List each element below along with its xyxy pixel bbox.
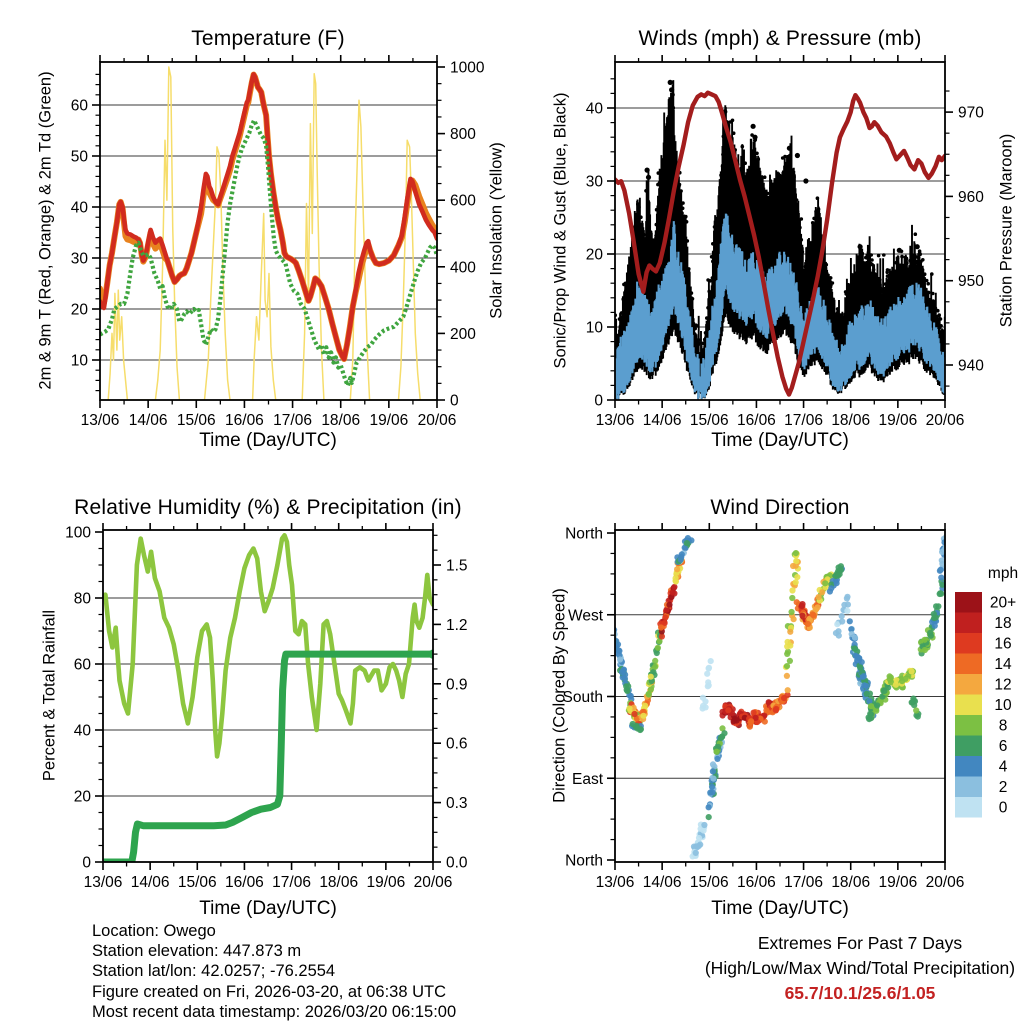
- y-tick-label-right: 0.0: [446, 854, 468, 872]
- y-tick-label: 10: [70, 352, 88, 370]
- wind-direction-dot: [787, 629, 793, 635]
- wind-direction-dot: [624, 687, 630, 693]
- y-tick-label: 0: [82, 854, 91, 872]
- relative-humidity-line: [103, 535, 433, 756]
- colorbar-label: 2: [998, 778, 1008, 796]
- wind-direction-dot: [655, 645, 661, 651]
- wind-direction-dot: [693, 850, 699, 856]
- wind-direction-dot: [931, 615, 937, 621]
- y-tick-label-right: 940: [958, 357, 984, 375]
- gust-dot: [926, 282, 930, 286]
- wind-direction-dot: [811, 612, 817, 618]
- wind-direction-dot: [787, 658, 793, 664]
- x-tick-label: 14/06: [130, 874, 170, 891]
- wind-direction-dot: [785, 687, 791, 693]
- yaxis-label-wind-left: Sonic/Prop Wind & Gust (Blue, Black): [551, 92, 570, 369]
- wind-direction-dot: [937, 590, 943, 596]
- x-tick-label: 17/06: [784, 412, 823, 429]
- footer-created: Figure created on Fri, 2026-03-20, at 06:38 UTC: [92, 983, 447, 1001]
- y-tick-label: 80: [73, 590, 91, 608]
- wind-direction-dot: [922, 637, 928, 643]
- yaxis-label-pressure-right: Station Pressure (Maroon): [997, 133, 1016, 328]
- title-temperature: Temperature (F): [191, 27, 345, 50]
- wind-direction-dot: [710, 776, 716, 782]
- x-tick-label: 19/06: [878, 874, 918, 891]
- wind-direction-dot: [652, 658, 658, 664]
- colorbar-label: 4: [998, 758, 1008, 776]
- wind-direction-dot: [719, 734, 725, 740]
- footer-latlon: Station lat/lon: 42.0257; -76.2554: [92, 962, 336, 980]
- wind-direction-dot: [899, 678, 905, 684]
- x-tick-label: 15/06: [689, 412, 729, 429]
- axis-box: [103, 530, 433, 862]
- wind-direction-dot: [701, 827, 707, 833]
- x-tick-label: 20/06: [413, 874, 453, 891]
- wind-direction-dot: [708, 658, 714, 664]
- title-wind-direction: Wind Direction: [710, 496, 850, 519]
- wind-direction-dot: [637, 727, 643, 733]
- y-tick-label-right: 1000: [450, 59, 485, 77]
- wind-direction-dot: [861, 673, 867, 679]
- y-tick-label-right: 0.3: [446, 795, 468, 813]
- y-tick-label-right: 970: [958, 104, 984, 122]
- wind-direction-dot: [805, 621, 811, 627]
- wind-direction-dot: [849, 631, 855, 637]
- y-tick-label: 0: [594, 392, 603, 410]
- wind-direction-dot: [670, 590, 676, 596]
- wind-direction-dot: [789, 609, 795, 615]
- wind-direction-dot: [893, 682, 899, 688]
- wind-direction-dot: [867, 711, 873, 717]
- footer-timestamp: Most recent data timestamp: 2026/03/20 06:15:00: [92, 1003, 457, 1021]
- y-tick-label: 20: [585, 246, 603, 264]
- wind-direction-dot: [781, 695, 787, 701]
- wind-direction-dot: [671, 584, 677, 590]
- gust-dot: [831, 281, 835, 285]
- colorbar-label: 14: [994, 655, 1012, 673]
- wind-direction-dot: [909, 668, 915, 674]
- wind-direction-dot: [874, 702, 880, 708]
- footer-location: Location: Owego: [92, 922, 216, 940]
- extremes-subtitle: (High/Low/Max Wind/Total Precipitation): [704, 958, 1016, 978]
- wind-direction-dot: [709, 784, 715, 790]
- x-tick-label: 15/06: [177, 874, 217, 891]
- extremes-title: Extremes For Past 7 Days: [757, 933, 963, 953]
- gust-outlier-dot: [670, 105, 675, 110]
- gust-outlier-dot: [858, 244, 863, 249]
- wind-direction-dot: [773, 707, 779, 713]
- x-tick-label: 16/06: [225, 874, 264, 891]
- x-tick-label: 19/06: [366, 874, 406, 891]
- gust-dot: [914, 232, 918, 236]
- x-tick-label: 14/06: [642, 412, 682, 429]
- winds-series: [613, 80, 948, 399]
- wind-direction-dot: [909, 699, 915, 705]
- wind-direction-dot: [654, 650, 660, 656]
- gust-outlier-dot: [751, 124, 756, 129]
- y-tick-label-right: 600: [450, 192, 476, 210]
- temperature-plot: [71, 55, 485, 429]
- wind-direction-dot: [913, 707, 919, 713]
- wind-direction-dot: [714, 749, 720, 755]
- colorbar-cell: [955, 797, 982, 818]
- gust-outlier-dot: [668, 80, 673, 85]
- x-tick-label: 13/06: [595, 874, 635, 891]
- y-tick-label: North: [565, 852, 603, 870]
- wind-direction-dot: [835, 628, 841, 634]
- wind-direction-dot: [714, 756, 720, 762]
- wind-direction-dot: [785, 639, 791, 645]
- colorbar-label: 16: [994, 635, 1012, 653]
- wind-direction-dot: [704, 671, 710, 677]
- y-tick-label: 20: [70, 301, 88, 319]
- wind-direction-dot: [674, 566, 680, 572]
- wind-direction-dot: [847, 618, 853, 624]
- extremes-values: 65.7/10.1/25.6/1.05: [784, 983, 936, 1003]
- wind-direction-dot: [616, 648, 622, 654]
- gust-outlier-dot: [787, 146, 792, 151]
- wind-direction-dot: [640, 713, 646, 719]
- colorbar-cell: [955, 654, 982, 675]
- y-tick-label-right: 1.5: [446, 557, 468, 575]
- wind-direction-dot: [648, 674, 654, 680]
- wind-direction-dot: [794, 599, 800, 605]
- y-tick-label: 30: [585, 173, 603, 191]
- wind-direction-dot: [706, 682, 712, 688]
- colorbar-label: 0: [998, 799, 1008, 817]
- wind-direction-dot: [706, 804, 712, 810]
- wind-direction-dot: [799, 613, 805, 619]
- yaxis-label-solar-right: Solar Insolation (Yellow): [487, 142, 506, 319]
- humidity-precip-plot: [65, 523, 468, 891]
- wind-direction-dot: [844, 608, 850, 614]
- gust-dot: [877, 254, 881, 258]
- wind-direction-dot: [933, 603, 939, 609]
- y-tick-label-right: 1.2: [446, 616, 468, 634]
- colorbar-cell: [955, 756, 982, 777]
- gust-outlier-dot: [803, 178, 808, 183]
- wind-direction-dot: [873, 708, 879, 714]
- colorbar-cell: [955, 695, 982, 716]
- colorbar-cell: [955, 777, 982, 798]
- wind-direction-dot: [819, 589, 825, 595]
- wind-direction-dot: [822, 580, 828, 586]
- wind-direction-dot: [845, 602, 851, 608]
- wind-direction-dot: [658, 624, 664, 630]
- xaxis-label-temperature: Time (Day/UTC): [199, 430, 337, 451]
- yaxis-label-humidity-left: Percent & Total Rainfall: [40, 609, 59, 782]
- wind-direction-dot: [881, 688, 887, 694]
- gust-outlier-dot: [915, 244, 920, 249]
- wind-direction-dot: [652, 664, 658, 670]
- gust-outlier-dot: [667, 116, 672, 121]
- wind-direction-dot: [834, 580, 840, 586]
- wind-direction-dot: [939, 557, 945, 563]
- wind-direction-dot: [793, 550, 799, 556]
- y-tick-label: 40: [73, 722, 91, 740]
- wind-direction-dot: [710, 768, 716, 774]
- wind-direction-dot: [864, 691, 870, 697]
- gust-outlier-dot: [664, 131, 669, 136]
- wind-direction-dot: [828, 585, 834, 591]
- colorbar-label: 20+: [989, 594, 1017, 612]
- y-tick-label-right: 800: [450, 126, 476, 144]
- x-tick-label: 15/06: [176, 412, 216, 429]
- x-tick-label: 13/06: [80, 412, 120, 429]
- y-tick-label: 10: [585, 319, 603, 337]
- x-tick-label: 13/06: [83, 874, 123, 891]
- wind-direction-dot: [844, 594, 850, 600]
- wind-direction-dot: [703, 704, 709, 710]
- x-tick-label: 16/06: [737, 412, 776, 429]
- y-tick-label: 60: [70, 97, 88, 115]
- y-tick-label-right: 0: [450, 392, 459, 410]
- wind-direction-dot: [673, 575, 679, 581]
- wind-direction-dot: [684, 540, 690, 546]
- title-winds-pressure: Winds (mph) & Pressure (mb): [638, 27, 922, 50]
- wind-direction-dot: [835, 573, 841, 579]
- x-tick-label: 18/06: [831, 874, 871, 891]
- wind-direction-dot: [815, 604, 821, 610]
- wind-direction-dot: [646, 691, 652, 697]
- colorbar-label: 8: [998, 717, 1008, 735]
- wind-direction-dot: [763, 707, 769, 713]
- y-tick-label: 40: [70, 199, 88, 217]
- xaxis-label-humidity: Time (Day/UTC): [199, 898, 337, 919]
- colorbar-cell: [955, 633, 982, 654]
- y-tick-label: 50: [70, 148, 88, 166]
- wind-direction-dot: [630, 721, 636, 727]
- wind-direction-dot: [793, 579, 799, 585]
- y-tick-label: 100: [65, 524, 91, 542]
- y-tick-label-right: 0.9: [446, 676, 468, 694]
- y-tick-label: South: [562, 689, 603, 707]
- wind-direction-dot: [863, 683, 869, 689]
- temp-2m-line: [100, 74, 437, 359]
- y-tick-label-right: 960: [958, 188, 984, 206]
- wind-direction-dot: [706, 814, 712, 820]
- x-tick-label: 18/06: [831, 412, 871, 429]
- y-tick-label: North: [565, 525, 603, 543]
- xaxis-label-wind-direction: Time (Day/UTC): [711, 898, 849, 919]
- x-tick-label: 16/06: [225, 412, 264, 429]
- wind-direction-dot: [732, 716, 738, 722]
- x-tick-label: 18/06: [321, 412, 361, 429]
- y-tick-label: 60: [73, 656, 91, 674]
- y-tick-label-right: 950: [958, 273, 984, 291]
- wind-direction-dot: [852, 646, 858, 652]
- x-tick-label: 17/06: [784, 874, 823, 891]
- wind-direction-dot: [915, 714, 921, 720]
- y-tick-label: 40: [585, 100, 603, 118]
- x-tick-label: 15/06: [689, 874, 729, 891]
- wind-direction-plot: [562, 523, 964, 891]
- wind-direction-dot: [609, 629, 615, 635]
- x-tick-label: 13/06: [595, 412, 635, 429]
- wind-direction-dot: [938, 575, 944, 581]
- wind-direction-dot: [784, 663, 790, 669]
- wind-direction-dot: [839, 618, 845, 624]
- temperature-series: [100, 67, 437, 400]
- y-tick-label: 20: [73, 788, 91, 806]
- gust-outlier-dot: [669, 87, 674, 92]
- wind-direction-dot: [693, 843, 699, 849]
- colorbar-cell: [955, 715, 982, 736]
- wind-direction-dot: [791, 616, 797, 622]
- colorbar-label: 12: [994, 676, 1012, 694]
- wind-direction-dot: [751, 710, 757, 716]
- x-tick-label: 18/06: [319, 874, 359, 891]
- x-tick-label: 19/06: [369, 412, 409, 429]
- wind-direction-dot: [747, 724, 753, 730]
- colorbar-cell: [955, 674, 982, 695]
- wind-direction-dot: [859, 659, 865, 665]
- wind-direction-dot: [785, 649, 791, 655]
- wind-direction-dot: [611, 627, 617, 633]
- yaxis-label-temperature-left: 2m & 9m T (Red, Orange) & 2m Td (Green): [36, 71, 55, 390]
- x-tick-label: 20/06: [417, 412, 457, 429]
- colorbar-cell: [955, 613, 982, 634]
- wind-direction-dot: [666, 602, 672, 608]
- colorbar-cell: [955, 736, 982, 757]
- wind-direction-dot: [839, 613, 845, 619]
- x-tick-label: 16/06: [737, 874, 776, 891]
- x-tick-label: 14/06: [642, 874, 682, 891]
- winds-pressure-plot: [586, 55, 984, 429]
- colorbar-label: 10: [994, 696, 1012, 714]
- wind-direction-dot: [789, 587, 795, 593]
- gust-outlier-dot: [645, 168, 650, 173]
- gust-dot: [882, 253, 886, 257]
- colorbar-cell: [955, 592, 982, 613]
- x-tick-label: 17/06: [273, 412, 312, 429]
- wind-direction-dot: [709, 790, 715, 796]
- wind-direction-dot: [922, 647, 928, 653]
- wind-direction-dot: [631, 711, 637, 717]
- y-tick-label-right: 0.6: [446, 735, 468, 753]
- y-tick-label: 30: [70, 250, 88, 268]
- wind-direction-dot: [706, 665, 712, 671]
- y-tick-label-right: 200: [450, 325, 476, 343]
- y-tick-label: East: [571, 770, 603, 788]
- gust-outlier-dot: [795, 153, 800, 158]
- wind-direction-dot: [938, 567, 944, 573]
- x-tick-label: 17/06: [272, 874, 311, 891]
- title-humidity-precip: Relative Humidity (%) & Precipitation (in): [74, 496, 462, 519]
- wind-direction-dot: [679, 551, 685, 557]
- footer-elevation: Station elevation: 447.873 m: [92, 942, 302, 960]
- colorbar-label: 6: [998, 737, 1008, 755]
- gust-outlier-dot: [646, 175, 651, 180]
- wind-direction-dot: [696, 835, 702, 841]
- xaxis-label-winds: Time (Day/UTC): [711, 430, 849, 451]
- gust-dot: [886, 268, 890, 272]
- wind-direction-dot: [619, 669, 625, 675]
- y-tick-label-right: 400: [450, 259, 476, 277]
- colorbar-title: mph: [987, 565, 1019, 582]
- x-tick-label: 20/06: [925, 874, 965, 891]
- gust-outlier-dot: [897, 248, 902, 253]
- wind-direction-dot: [725, 707, 731, 713]
- wind-direction-dot: [784, 673, 790, 679]
- y-tick-label: West: [567, 607, 603, 625]
- speed-colorbar: [955, 592, 1016, 818]
- wind-direction-dot: [748, 718, 754, 724]
- wind-direction-dot: [626, 705, 632, 711]
- wind-direction-dot: [799, 603, 805, 609]
- gust-outlier-dot: [752, 135, 757, 140]
- x-tick-label: 19/06: [878, 412, 918, 429]
- yaxis-label-direction-left: Direction (Colored By Speed): [550, 588, 569, 803]
- wind-direction-dot: [927, 630, 933, 636]
- x-tick-label: 14/06: [128, 412, 168, 429]
- wind-direction-dot: [617, 656, 623, 662]
- colorbar-label: 18: [994, 614, 1012, 632]
- wind-direction-dot: [701, 822, 707, 828]
- humidity-series: [103, 535, 438, 862]
- x-tick-label: 20/06: [925, 412, 965, 429]
- wind-direction-dot: [790, 563, 796, 569]
- wind-direction-dot: [678, 557, 684, 563]
